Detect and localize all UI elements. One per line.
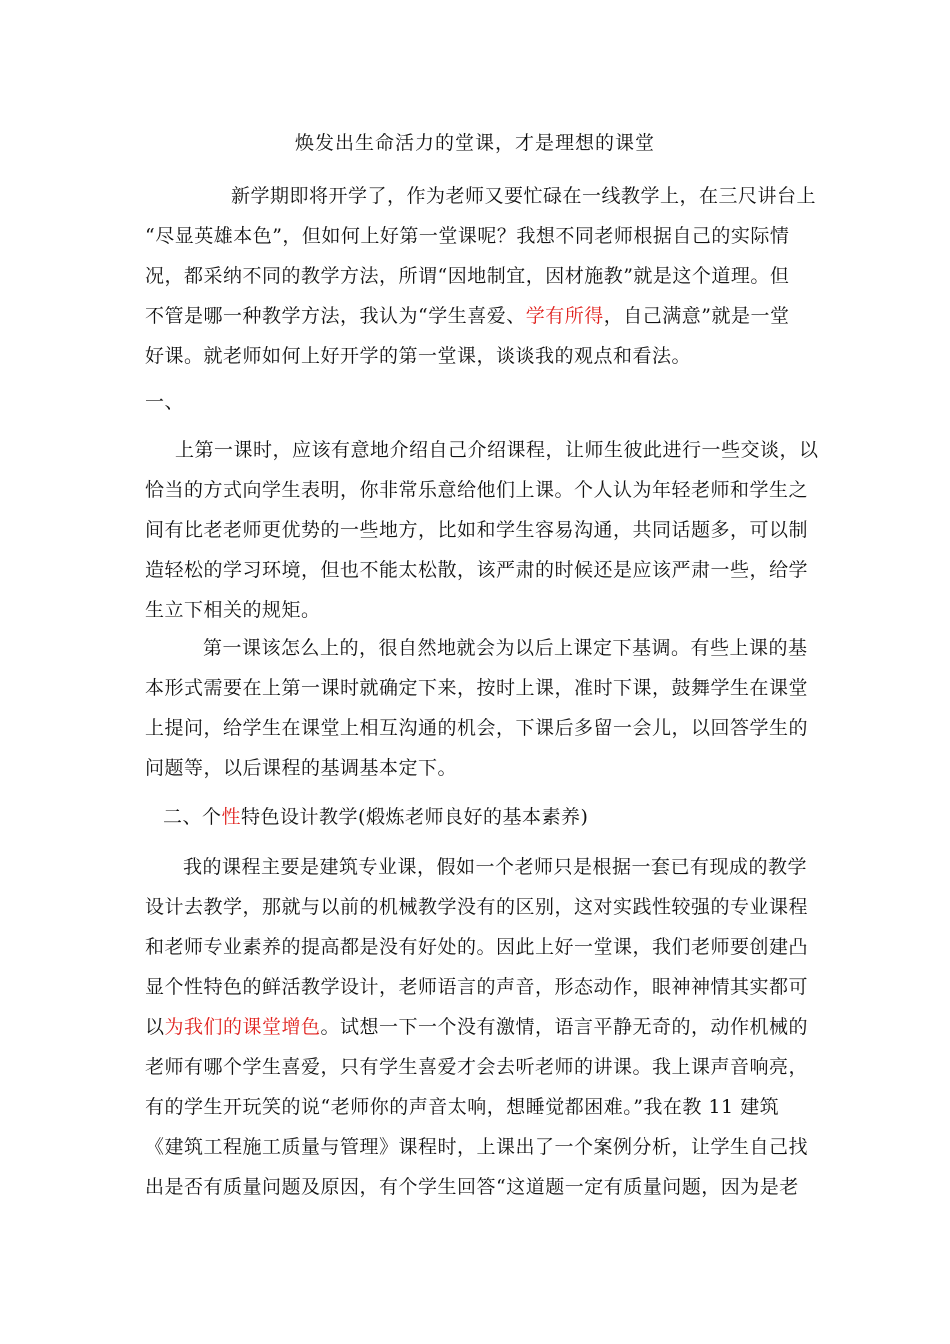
text-line: 间有比老老师更优势的一些地方，比如和学生容易沟通，共同话题多，可以制 bbox=[145, 519, 809, 541]
text-line: 和老师专业素养的提高都是没有好处的。因此上好一堂课，我们老师要创建凸 bbox=[145, 936, 809, 958]
text-line bbox=[145, 797, 805, 837]
text-line: 显个性特色的鲜活教学设计，老师语言的声音，形态动作，眼神神情其实都可 bbox=[145, 976, 809, 998]
text-span: ，自己满意”就是一堂 bbox=[603, 305, 790, 327]
text-line: 本形式需要在上第一课时就确定下来，按时上课，准时下课，鼓舞学生在课堂 bbox=[145, 677, 809, 699]
text-line: “尽显英雄本色”，但如何上好第一堂课呢？我想不同老师根据自己的实际情 bbox=[145, 225, 790, 247]
text-line: 有的学生开玩笑的说“老师你的声音太响，想睡觉都困难。”我在教 11 建筑 bbox=[145, 1096, 780, 1118]
text-line: 好课。就老师如何上好开学的第一堂课，谈谈我的观点和看法。 bbox=[145, 345, 692, 367]
text-span: 以 bbox=[145, 1016, 165, 1038]
text-line bbox=[145, 1007, 809, 1047]
highlighted-text: 为我们的课堂增色 bbox=[164, 1016, 321, 1038]
text-line: 我的课程主要是建筑专业课，假如一个老师只是根据一套已有现成的教学 bbox=[183, 856, 808, 878]
section-two-heading bbox=[145, 797, 805, 837]
text-span: 不管是哪一种教学方法，我认为“学生喜爱、 bbox=[145, 305, 526, 327]
text-line: 新学期即将开学了，作为老师又要忙碌在一线教学上，在三尺讲台上 bbox=[231, 185, 817, 207]
text-line: 设计去教学，那就与以前的机械教学没有的区别，这对实践性较强的专业课程 bbox=[145, 896, 809, 918]
section-one-paragraph-2 bbox=[145, 628, 809, 788]
text-line: 况，都采纳不同的教学方法，所谓“因地制宜，因材施教”就是这个道理。但 bbox=[145, 265, 790, 287]
text-line: 问题等，以后课程的基调基本定下。 bbox=[145, 757, 458, 779]
section-one-heading: 一、 bbox=[145, 391, 185, 413]
text-line: 上提问，给学生在课堂上相互沟通的机会，下课后多留一会儿，以回答学生的 bbox=[145, 717, 809, 739]
text-span: 特色设计教学(煅炼老师良好的基本素养) bbox=[241, 806, 589, 828]
text-line: 恰当的方式向学生表明，你非常乐意给他们上课。个人认为年轻老师和学生之 bbox=[145, 479, 809, 501]
section-two-paragraph bbox=[145, 847, 809, 1207]
text-line: 出是否有质量问题及原因，有个学生回答“这道题一定有质量问题，因为是老 bbox=[145, 1176, 799, 1198]
text-line: 造轻松的学习环境，但也不能太松散，该严肃的时候还是应该严肃一些，给学 bbox=[145, 559, 809, 581]
text-line bbox=[145, 296, 805, 336]
text-line: 《建筑工程施工质量与管理》课程时，上课出了一个案例分析，让学生自己找 bbox=[145, 1136, 809, 1158]
document-title: 焕发出生命活力的堂课，才是理想的课堂 bbox=[294, 132, 655, 154]
text-span: 二、个 bbox=[163, 806, 222, 828]
section-one-paragraph-1 bbox=[145, 430, 819, 630]
text-line: 第一课该怎么上的，很自然地就会为以后上课定下基调。有些上课的基 bbox=[203, 637, 808, 659]
text-line: 生立下相关的规矩。 bbox=[145, 599, 321, 621]
intro-paragraph bbox=[145, 176, 817, 376]
text-span: 。试想一下一个没有激情，语言平静无奇的，动作机械的 bbox=[320, 1016, 809, 1038]
text-line: 上第一课时，应该有意地介绍自己介绍课程，让师生彼此进行一些交谈，以 bbox=[175, 439, 819, 461]
highlighted-text: 学有所得 bbox=[525, 305, 604, 327]
highlighted-text: 性 bbox=[221, 806, 242, 828]
text-line: 老师有哪个学生喜爱，只有学生喜爱才会去听老师的讲课。我上课声音响亮， bbox=[145, 1056, 809, 1078]
